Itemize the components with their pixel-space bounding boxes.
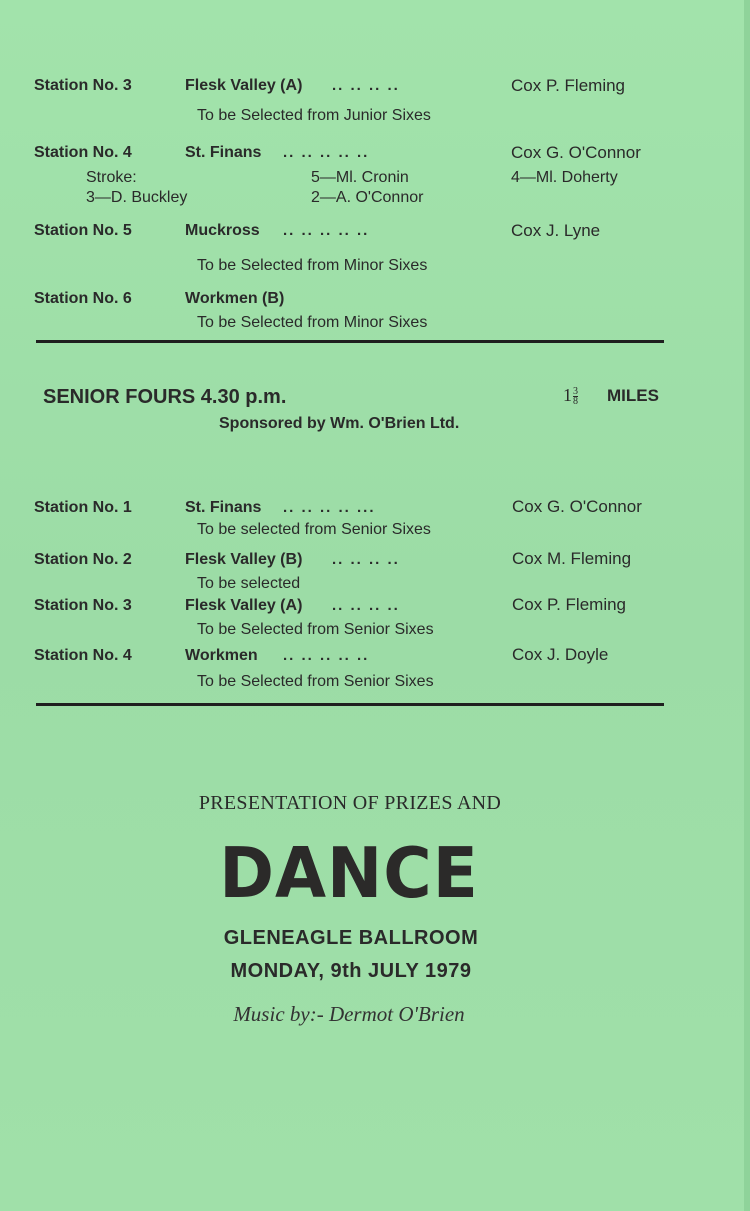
distance-unit: MILES (607, 386, 659, 405)
race-distance (563, 385, 578, 406)
selection-note: To be Selected from Minor Sixes (197, 314, 428, 331)
station-label: Station No. 3 (34, 77, 132, 94)
crew-name: St. Finans (185, 499, 262, 516)
leader-dots: .. .. .. .. .. (283, 647, 370, 664)
dance-heading: DANCE (219, 833, 479, 914)
selection-note: To be Selected from Minor Sixes (197, 257, 428, 274)
crew-name: St. Finans (185, 144, 262, 161)
crew-member: Stroke: (86, 169, 137, 186)
leader-dots: .. .. .. .. .. (283, 144, 370, 161)
crew-name: Workmen (185, 647, 258, 664)
leader-dots: .. .. .. .. (332, 77, 400, 94)
event-date: MONDAY, 9th JULY 1979 (230, 960, 472, 982)
sponsor-line: Sponsored by Wm. O'Brien Ltd. (219, 415, 460, 432)
station-label: Station No. 1 (34, 499, 132, 516)
station-label: Station No. 4 (34, 144, 132, 161)
leader-dots: .. .. .. .. (332, 551, 400, 568)
section-divider (36, 703, 664, 706)
fraction-numerator: 3 (573, 386, 578, 398)
station-label: Station No. 6 (34, 290, 132, 307)
crew-member: 5—Ml. Cronin (311, 169, 409, 186)
distance-fraction (573, 387, 578, 406)
selection-note: To be Selected from Junior Sixes (197, 107, 431, 124)
presentation-heading: PRESENTATION OF PRIZES AND (198, 792, 502, 814)
cox-name: Cox J. Doyle (512, 645, 609, 664)
cox-name: Cox J. Lyne (511, 221, 601, 240)
page-edge (744, 0, 750, 1211)
distance-whole: 1 (563, 385, 572, 405)
crew-name: Flesk Valley (A) (185, 77, 303, 94)
cox-name: Cox G. O'Connor (512, 497, 642, 516)
station-label: Station No. 3 (34, 597, 132, 614)
venue-name: GLENEAGLE BALLROOM (223, 927, 479, 949)
crew-name: Flesk Valley (B) (185, 551, 303, 568)
selection-note: To be Selected from Senior Sixes (197, 673, 434, 690)
leader-dots: .. .. .. .. (332, 597, 400, 614)
station-label: Station No. 2 (34, 551, 132, 568)
station-label: Station No. 4 (34, 647, 132, 664)
music-credit: Music by:- Dermot O'Brien (233, 1002, 465, 1026)
crew-name: Muckross (185, 222, 260, 239)
cox-name: Cox G. O'Connor (511, 143, 641, 162)
cox-name: Cox M. Fleming (512, 549, 632, 568)
leader-dots: .. .. .. .. ... (283, 499, 376, 516)
selection-note: To be selected from Senior Sixes (197, 521, 431, 538)
section-divider (36, 340, 664, 343)
crew-name: Flesk Valley (A) (185, 597, 303, 614)
cox-name: Cox P. Fleming (512, 595, 627, 614)
crew-member: 4—Ml. Doherty (511, 169, 618, 186)
selection-note: To be selected (197, 575, 301, 592)
fraction-denominator: 8 (573, 396, 578, 408)
selection-note: To be Selected from Senior Sixes (197, 621, 434, 638)
cox-name: Cox P. Fleming (511, 76, 626, 95)
leader-dots: .. .. .. .. .. (283, 222, 370, 239)
crew-name: Workmen (B) (185, 290, 285, 307)
crew-member: 3—D. Buckley (86, 189, 188, 206)
race-title: SENIOR FOURS 4.30 p.m. (43, 386, 287, 408)
station-label: Station No. 5 (34, 222, 132, 239)
crew-member: 2—A. O'Connor (311, 189, 424, 206)
